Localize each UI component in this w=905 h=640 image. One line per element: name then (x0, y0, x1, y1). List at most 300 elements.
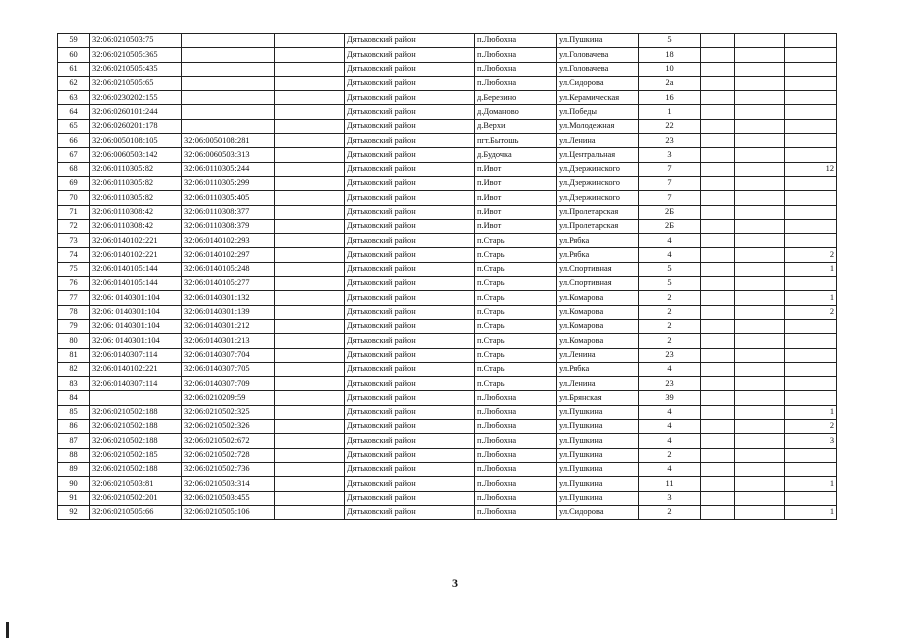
extra-cell-2 (735, 205, 785, 219)
table-row (58, 348, 837, 362)
cadastral-number-cell: 32:06:0210505:365 (90, 48, 182, 62)
locality-cell: п.Ивот (475, 176, 557, 190)
street-cell: ул.Сидорова (557, 76, 639, 90)
street-cell: ул.Ленина (557, 134, 639, 148)
row-number-cell: 74 (58, 248, 90, 262)
table-row (58, 477, 837, 491)
locality-cell: п.Старь (475, 262, 557, 276)
house-number-cell: 2 (639, 291, 701, 305)
row-number-cell: 64 (58, 105, 90, 119)
cadastral-number-cell: 32:06:0210502:188 (90, 434, 182, 448)
cadastral-number-cell: 32:06:0110305:82 (90, 191, 182, 205)
house-number-cell: 1 (639, 105, 701, 119)
locality-cell: п.Любохна (475, 448, 557, 462)
district-cell: Дятьковский район (345, 420, 475, 434)
extra-cell-2 (735, 91, 785, 105)
cadastral-number-cell: 32:06:0140102:221 (90, 234, 182, 248)
row-number-cell: 75 (58, 262, 90, 276)
row-number-cell: 69 (58, 176, 90, 190)
empty-cell (275, 119, 345, 133)
property-register-table (57, 33, 837, 520)
locality-cell: д.Верхи (475, 119, 557, 133)
extra-cell-2 (735, 420, 785, 434)
extra-cell-2 (735, 191, 785, 205)
district-cell: Дятьковский район (345, 248, 475, 262)
cadastral-number-cell: 32:06:0260201:178 (90, 119, 182, 133)
table-row (58, 162, 837, 176)
apartment-number-cell (785, 176, 837, 190)
street-cell: ул.Дзержинского (557, 191, 639, 205)
table-row (58, 48, 837, 62)
empty-cell (275, 319, 345, 333)
cadastral-number-cell: 32:06:0210502:188 (90, 420, 182, 434)
cadastral-number-cell: 32:06: 0140301:104 (90, 319, 182, 333)
extra-cell-1 (701, 420, 735, 434)
district-cell: Дятьковский район (345, 505, 475, 519)
apartment-number-cell (785, 348, 837, 362)
empty-cell (275, 391, 345, 405)
extra-cell-1 (701, 205, 735, 219)
district-cell: Дятьковский район (345, 291, 475, 305)
room-cadastral-number-cell: 32:06:0060503:313 (182, 148, 275, 162)
extra-cell-1 (701, 34, 735, 48)
extra-cell-2 (735, 362, 785, 376)
extra-cell-2 (735, 76, 785, 90)
district-cell: Дятьковский район (345, 377, 475, 391)
row-number-cell: 73 (58, 234, 90, 248)
empty-cell (275, 76, 345, 90)
apartment-number-cell (785, 448, 837, 462)
row-number-cell: 60 (58, 48, 90, 62)
row-number-cell: 89 (58, 462, 90, 476)
locality-cell: п.Старь (475, 234, 557, 248)
room-cadastral-number-cell: 32:06:0140307:705 (182, 362, 275, 376)
empty-cell (275, 219, 345, 233)
street-cell: ул.Рябка (557, 362, 639, 376)
extra-cell-1 (701, 448, 735, 462)
room-cadastral-number-cell: 32:06:0140307:704 (182, 348, 275, 362)
extra-cell-1 (701, 319, 735, 333)
street-cell: ул.Пролетарская (557, 219, 639, 233)
extra-cell-2 (735, 262, 785, 276)
room-cadastral-number-cell: 32:06:0210502:672 (182, 434, 275, 448)
house-number-cell: 2 (639, 305, 701, 319)
locality-cell: п.Любохна (475, 505, 557, 519)
district-cell: Дятьковский район (345, 148, 475, 162)
locality-cell: п.Ивот (475, 191, 557, 205)
house-number-cell: 7 (639, 176, 701, 190)
cadastral-number-cell: 32:06:0140105:144 (90, 262, 182, 276)
street-cell: ул.Дзержинского (557, 162, 639, 176)
house-number-cell: 16 (639, 91, 701, 105)
extra-cell-1 (701, 391, 735, 405)
extra-cell-1 (701, 219, 735, 233)
empty-cell (275, 262, 345, 276)
locality-cell: п.Ивот (475, 162, 557, 176)
row-number-cell: 59 (58, 34, 90, 48)
locality-cell: п.Старь (475, 348, 557, 362)
room-cadastral-number-cell (182, 105, 275, 119)
row-number-cell: 81 (58, 348, 90, 362)
table-row (58, 76, 837, 90)
extra-cell-2 (735, 62, 785, 76)
apartment-number-cell: 1 (785, 477, 837, 491)
empty-cell (275, 234, 345, 248)
street-cell: ул.Брянская (557, 391, 639, 405)
extra-cell-2 (735, 448, 785, 462)
row-number-cell: 78 (58, 305, 90, 319)
street-cell: ул.Пушкина (557, 420, 639, 434)
room-cadastral-number-cell (182, 62, 275, 76)
locality-cell: п.Любохна (475, 34, 557, 48)
locality-cell: п.Любохна (475, 48, 557, 62)
district-cell: Дятьковский район (345, 176, 475, 190)
house-number-cell: 23 (639, 348, 701, 362)
street-cell: ул.Ленина (557, 377, 639, 391)
apartment-number-cell: 12 (785, 162, 837, 176)
apartment-number-cell: 3 (785, 434, 837, 448)
row-number-cell: 79 (58, 319, 90, 333)
room-cadastral-number-cell: 32:06:0110308:379 (182, 219, 275, 233)
extra-cell-2 (735, 462, 785, 476)
district-cell: Дятьковский район (345, 448, 475, 462)
room-cadastral-number-cell: 32:06:0210503:455 (182, 491, 275, 505)
street-cell: ул.Пушкина (557, 434, 639, 448)
room-cadastral-number-cell (182, 119, 275, 133)
locality-cell: п.Старь (475, 377, 557, 391)
house-number-cell: 4 (639, 420, 701, 434)
street-cell: ул.Комарова (557, 305, 639, 319)
locality-cell: п.Любохна (475, 434, 557, 448)
street-cell: ул.Пушкина (557, 477, 639, 491)
locality-cell: п.Старь (475, 362, 557, 376)
extra-cell-1 (701, 248, 735, 262)
room-cadastral-number-cell: 32:06:0140102:293 (182, 234, 275, 248)
room-cadastral-number-cell: 32:06:0140301:139 (182, 305, 275, 319)
table-row (58, 34, 837, 48)
extra-cell-1 (701, 148, 735, 162)
street-cell: ул.Пушкина (557, 462, 639, 476)
empty-cell (275, 477, 345, 491)
apartment-number-cell (785, 277, 837, 291)
apartment-number-cell: 1 (785, 291, 837, 305)
extra-cell-2 (735, 248, 785, 262)
cadastral-number-cell: 32:06:0110305:82 (90, 162, 182, 176)
room-cadastral-number-cell: 32:06:0110305:405 (182, 191, 275, 205)
cadastral-number-cell: 32:06:0210505:435 (90, 62, 182, 76)
apartment-number-cell (785, 76, 837, 90)
apartment-number-cell (785, 134, 837, 148)
apartment-number-cell: 1 (785, 505, 837, 519)
room-cadastral-number-cell: 32:06:0140102:297 (182, 248, 275, 262)
room-cadastral-number-cell: 32:06:0140105:248 (182, 262, 275, 276)
room-cadastral-number-cell: 32:06:0210503:314 (182, 477, 275, 491)
cadastral-number-cell: 32:06:0260101:244 (90, 105, 182, 119)
apartment-number-cell (785, 377, 837, 391)
table-row (58, 176, 837, 190)
cadastral-number-cell: 32:06: 0140301:104 (90, 334, 182, 348)
table-row (58, 291, 837, 305)
apartment-number-cell (785, 34, 837, 48)
room-cadastral-number-cell: 32:06:0210502:325 (182, 405, 275, 419)
room-cadastral-number-cell: 32:06:0210502:326 (182, 420, 275, 434)
apartment-number-cell (785, 205, 837, 219)
apartment-number-cell: 2 (785, 248, 837, 262)
table-row (58, 462, 837, 476)
table-row (58, 377, 837, 391)
street-cell: ул.Головачева (557, 62, 639, 76)
house-number-cell: 4 (639, 234, 701, 248)
row-number-cell: 88 (58, 448, 90, 462)
row-number-cell: 61 (58, 62, 90, 76)
table-row (58, 448, 837, 462)
apartment-number-cell (785, 48, 837, 62)
street-cell: ул.Пушкина (557, 405, 639, 419)
cadastral-number-cell: 32:06:0210505:66 (90, 505, 182, 519)
extra-cell-1 (701, 191, 735, 205)
street-cell: ул.Комарова (557, 291, 639, 305)
empty-cell (275, 291, 345, 305)
extra-cell-2 (735, 105, 785, 119)
room-cadastral-number-cell: 32:06:0050108:281 (182, 134, 275, 148)
street-cell: ул.Ленина (557, 348, 639, 362)
row-number-cell: 87 (58, 434, 90, 448)
table-row (58, 91, 837, 105)
extra-cell-1 (701, 48, 735, 62)
table-row (58, 191, 837, 205)
room-cadastral-number-cell: 32:06:0210209:59 (182, 391, 275, 405)
extra-cell-2 (735, 48, 785, 62)
extra-cell-2 (735, 277, 785, 291)
extra-cell-2 (735, 348, 785, 362)
locality-cell: п.Любохна (475, 62, 557, 76)
street-cell: ул.Комарова (557, 319, 639, 333)
house-number-cell: 5 (639, 34, 701, 48)
street-cell: ул.Рябка (557, 248, 639, 262)
extra-cell-1 (701, 477, 735, 491)
apartment-number-cell (785, 148, 837, 162)
cadastral-number-cell: 32:06: 0140301:104 (90, 291, 182, 305)
house-number-cell: 4 (639, 248, 701, 262)
empty-cell (275, 134, 345, 148)
house-number-cell: 23 (639, 134, 701, 148)
house-number-cell: 2Б (639, 219, 701, 233)
row-number-cell: 66 (58, 134, 90, 148)
extra-cell-1 (701, 119, 735, 133)
room-cadastral-number-cell: 32:06:0110305:299 (182, 176, 275, 190)
cadastral-number-cell: 32:06:0140307:114 (90, 348, 182, 362)
locality-cell: п.Старь (475, 291, 557, 305)
table-row (58, 134, 837, 148)
page-number: 3 (452, 576, 458, 590)
row-number-cell: 92 (58, 505, 90, 519)
extra-cell-2 (735, 505, 785, 519)
empty-cell (275, 205, 345, 219)
apartment-number-cell (785, 119, 837, 133)
empty-cell (275, 348, 345, 362)
table-row (58, 362, 837, 376)
apartment-number-cell (785, 362, 837, 376)
extra-cell-1 (701, 334, 735, 348)
district-cell: Дятьковский район (345, 162, 475, 176)
cadastral-number-cell: 32:06:0230202:155 (90, 91, 182, 105)
cadastral-number-cell (90, 391, 182, 405)
extra-cell-1 (701, 434, 735, 448)
row-number-cell: 67 (58, 148, 90, 162)
district-cell: Дятьковский район (345, 134, 475, 148)
empty-cell (275, 248, 345, 262)
apartment-number-cell (785, 391, 837, 405)
row-number-cell: 76 (58, 277, 90, 291)
empty-cell (275, 176, 345, 190)
cadastral-number-cell: 32:06:0210503:81 (90, 477, 182, 491)
district-cell: Дятьковский район (345, 76, 475, 90)
district-cell: Дятьковский район (345, 405, 475, 419)
apartment-number-cell (785, 191, 837, 205)
locality-cell: п.Ивот (475, 219, 557, 233)
extra-cell-1 (701, 462, 735, 476)
district-cell: Дятьковский район (345, 334, 475, 348)
street-cell: ул.Спортивная (557, 277, 639, 291)
locality-cell: д.Будочка (475, 148, 557, 162)
cadastral-number-cell: 32:06:0110308:42 (90, 219, 182, 233)
room-cadastral-number-cell (182, 48, 275, 62)
house-number-cell: 2Б (639, 205, 701, 219)
empty-cell (275, 434, 345, 448)
room-cadastral-number-cell: 32:06:0210502:728 (182, 448, 275, 462)
district-cell: Дятьковский район (345, 105, 475, 119)
row-number-cell: 77 (58, 291, 90, 305)
room-cadastral-number-cell (182, 76, 275, 90)
apartment-number-cell: 1 (785, 262, 837, 276)
house-number-cell: 3 (639, 148, 701, 162)
empty-cell (275, 305, 345, 319)
district-cell: Дятьковский район (345, 434, 475, 448)
empty-cell (275, 91, 345, 105)
district-cell: Дятьковский район (345, 362, 475, 376)
street-cell: ул.Пролетарская (557, 205, 639, 219)
extra-cell-2 (735, 391, 785, 405)
table-row (58, 305, 837, 319)
empty-cell (275, 448, 345, 462)
cadastral-number-cell: 32:06:0210505:65 (90, 76, 182, 90)
table-row (58, 505, 837, 519)
apartment-number-cell (785, 491, 837, 505)
room-cadastral-number-cell: 32:06:0210502:736 (182, 462, 275, 476)
extra-cell-1 (701, 362, 735, 376)
empty-cell (275, 420, 345, 434)
empty-cell (275, 505, 345, 519)
table-row (58, 491, 837, 505)
table-row (58, 119, 837, 133)
table-row (58, 277, 837, 291)
street-cell: ул.Рябка (557, 234, 639, 248)
district-cell: Дятьковский район (345, 119, 475, 133)
extra-cell-2 (735, 176, 785, 190)
extra-cell-1 (701, 377, 735, 391)
row-number-cell: 86 (58, 420, 90, 434)
room-cadastral-number-cell (182, 91, 275, 105)
apartment-number-cell (785, 334, 837, 348)
apartment-number-cell: 2 (785, 305, 837, 319)
room-cadastral-number-cell: 32:06:0110305:244 (182, 162, 275, 176)
extra-cell-2 (735, 234, 785, 248)
district-cell: Дятьковский район (345, 48, 475, 62)
room-cadastral-number-cell: 32:06:0210505:106 (182, 505, 275, 519)
cadastral-number-cell: 32:06:0060503:142 (90, 148, 182, 162)
locality-cell: п.Любохна (475, 491, 557, 505)
extra-cell-2 (735, 405, 785, 419)
house-number-cell: 2 (639, 448, 701, 462)
extra-cell-2 (735, 119, 785, 133)
apartment-number-cell (785, 319, 837, 333)
extra-cell-1 (701, 262, 735, 276)
extra-cell-2 (735, 434, 785, 448)
extra-cell-1 (701, 305, 735, 319)
locality-cell: п.Старь (475, 334, 557, 348)
house-number-cell: 4 (639, 462, 701, 476)
row-number-cell: 84 (58, 391, 90, 405)
apartment-number-cell (785, 62, 837, 76)
extra-cell-1 (701, 405, 735, 419)
house-number-cell: 22 (639, 119, 701, 133)
empty-cell (275, 105, 345, 119)
locality-cell: п.Старь (475, 305, 557, 319)
extra-cell-2 (735, 34, 785, 48)
district-cell: Дятьковский район (345, 305, 475, 319)
district-cell: Дятьковский район (345, 391, 475, 405)
row-number-cell: 90 (58, 477, 90, 491)
district-cell: Дятьковский район (345, 477, 475, 491)
locality-cell: п.Любохна (475, 477, 557, 491)
house-number-cell: 4 (639, 405, 701, 419)
extra-cell-1 (701, 105, 735, 119)
table-row (58, 62, 837, 76)
house-number-cell: 3 (639, 491, 701, 505)
room-cadastral-number-cell: 32:06:0140105:277 (182, 277, 275, 291)
street-cell: ул.Центральная (557, 148, 639, 162)
empty-cell (275, 377, 345, 391)
house-number-cell: 23 (639, 377, 701, 391)
cadastral-number-cell: 32:06:0050108:105 (90, 134, 182, 148)
street-cell: ул.Пушкина (557, 491, 639, 505)
district-cell: Дятьковский район (345, 234, 475, 248)
cadastral-number-cell: 32:06:0140307:114 (90, 377, 182, 391)
locality-cell: п.Любохна (475, 76, 557, 90)
apartment-number-cell: 1 (785, 405, 837, 419)
extra-cell-2 (735, 319, 785, 333)
empty-cell (275, 362, 345, 376)
cadastral-number-cell: 32:06:0140102:221 (90, 362, 182, 376)
district-cell: Дятьковский район (345, 62, 475, 76)
district-cell: Дятьковский район (345, 262, 475, 276)
cadastral-number-cell: 32:06: 0140301:104 (90, 305, 182, 319)
district-cell: Дятьковский район (345, 462, 475, 476)
extra-cell-2 (735, 491, 785, 505)
table-row (58, 434, 837, 448)
row-number-cell: 83 (58, 377, 90, 391)
row-number-cell: 68 (58, 162, 90, 176)
district-cell: Дятьковский район (345, 491, 475, 505)
locality-cell: п.Любохна (475, 420, 557, 434)
locality-cell: п.Старь (475, 248, 557, 262)
district-cell: Дятьковский район (345, 348, 475, 362)
cadastral-number-cell: 32:06:0210502:185 (90, 448, 182, 462)
room-cadastral-number-cell: 32:06:0140307:709 (182, 377, 275, 391)
extra-cell-2 (735, 305, 785, 319)
table-row (58, 234, 837, 248)
row-number-cell: 71 (58, 205, 90, 219)
